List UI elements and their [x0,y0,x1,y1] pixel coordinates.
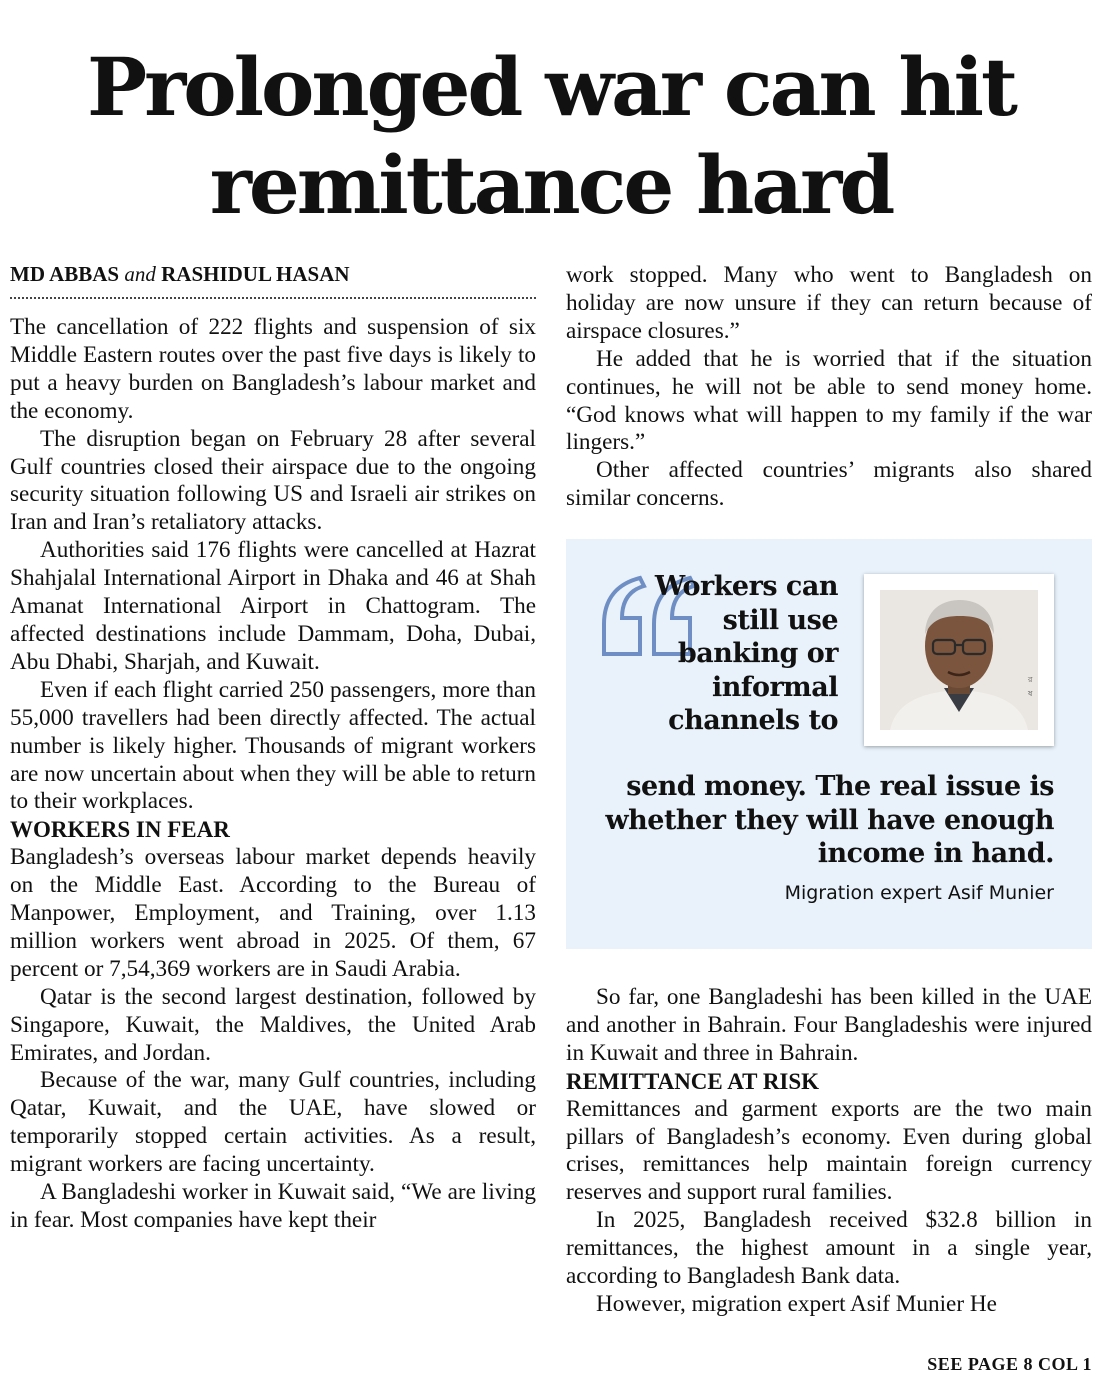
portrait-photo [864,574,1054,746]
subhead-workers-in-fear: WORKERS IN FEAR [10,817,230,843]
article-paragraph: A Bangladeshi worker in Kuwait said, “We are living in fear. Most companies have kept their [10,1179,536,1233]
article-paragraph: Authorities said 176 flights were cancelled at Hazrat Shahjalal International Airport in Dhaka and 46 at Shah Amanat International Airport in Chattogram. The affected destinations include Dammam, Doha, Dubai, Abu Dhabi, Sharjah, and Kuwait. [10,537,536,675]
article-paragraph: So far, one Bangladeshi has been killed in the UAE and another in Bahrain. Four Bangladeshis were injured in Kuwait and three in Bahrain. [566,984,1092,1066]
headline-line-2: remittance hard [209,138,893,232]
article-paragraph: In 2025, Bangladesh received $32.8 billion in remittances, the highest amount in a single year, according to Bangladesh Bank data. [566,1207,1092,1290]
continued-jump-line[interactable]: SEE PAGE 8 COL 1 [927,1354,1092,1374]
article-paragraph: Even if each flight carried 250 passengers, more than 55,000 travellers had been directly affected. The actual number is likely higher. Thousands of migrant workers are now uncertain about when they will be able to return to their workplaces. [10,676,536,815]
article-paragraph: Bangladesh’s overseas labour market depends heavily on the Middle East. According to the Bureau of Manpower, Employment, and Training, over 1.13 million workers went abroad in 2025. Of them, 67 percent or 7,54,369 workers are in Saudi Arabia. [10,844,536,982]
pullquote-attribution: Migration expert Asif Munier [784,882,1054,904]
pullquote-text-bottom: send money. The real issue is whether they will have enough income in hand. [605,771,1054,869]
svg-text:র: র [1028,675,1033,684]
pullquote-text-top: Workers can still use banking or informal channels to [654,571,838,736]
article-paragraph: Other affected countries’ migrants also shared similar concerns. [566,457,1092,512]
byline-author-1: MD ABBAS [10,262,120,286]
article-column-right-top [566,262,1092,513]
subhead-remittance-at-risk: REMITTANCE AT RISK [566,1068,820,1094]
article-paragraph: Remittances and garment exports are the two main pillars of Bangladesh’s economy. Even during global crises, remittances help maintain foreign currency reserves and support rural families. [566,1095,1092,1206]
article-column-right-bottom [566,984,1092,1319]
svg-text:ষ: ষ [1028,689,1033,698]
article-paragraph: Qatar is the second largest destination, followed by Singapore, Kuwait, the Maldives, the United Arab Emirates, and Jordan. [10,983,536,1066]
article-paragraph: The cancellation of 222 flights and suspension of six Middle Eastern routes over the past five days is likely to put a heavy burden on Bangladesh’s labour market and the economy. [10,314,536,424]
byline-conjunction: and [124,262,156,286]
article-paragraph: Because of the war, many Gulf countries, including Qatar, Kuwait, and the UAE, have slowed or temporarily stopped certain activities. As a result, migrant workers are facing uncertainty. [10,1067,536,1178]
headline-line-1: Prolonged war can hit [87,40,1015,134]
person-portrait-icon [880,590,1038,730]
byline [10,261,536,299]
article-paragraph: The disruption began on February 28 after several Gulf countries closed their airspace due to the ongoing security situation following US and Israeli air strikes on Iran and Iran’s retaliatory attacks. [10,425,536,536]
article-column-left [10,314,536,1235]
byline-author-2: RASHIDUL HASAN [161,262,350,286]
article-paragraph: work stopped. Many who went to Bangladesh on holiday are now unsure if they can return because of airspace closures.” [566,262,1092,344]
article-paragraph: He added that he is worried that if the situation continues, he will not be able to send money home. “God knows what will happen to my family if the war lingers.” [566,345,1092,456]
headline [0,38,1102,234]
article-paragraph: However, migration expert Asif Munier He [596,1290,997,1317]
